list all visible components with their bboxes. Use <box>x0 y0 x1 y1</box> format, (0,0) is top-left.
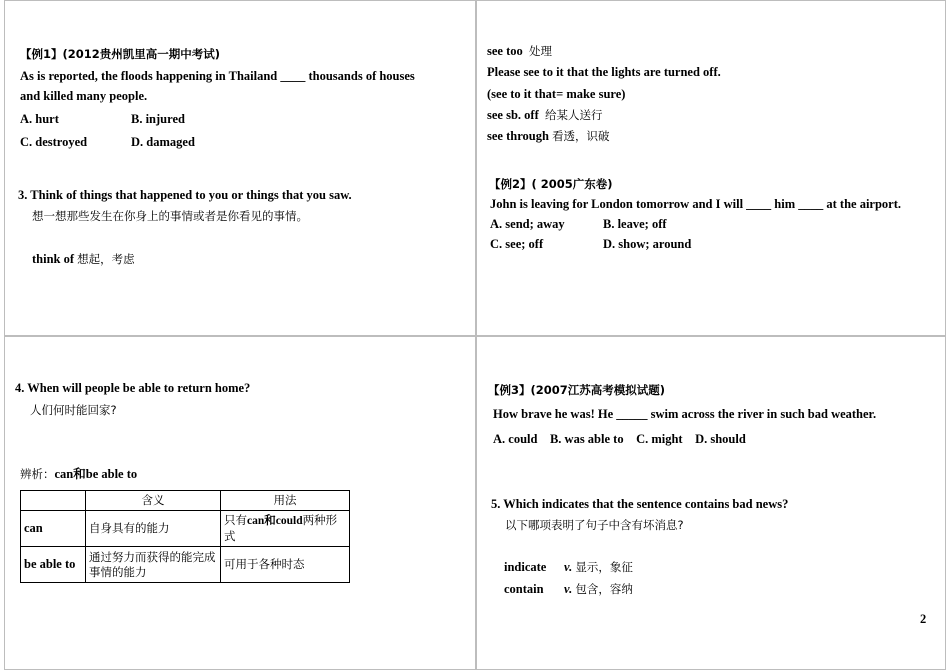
sentence3-english: 3. Think of things that happened to you or things that you saw. <box>18 188 352 202</box>
example2-stem: John is leaving for London tomorrow and I will ____ him ____ at the airport. <box>490 197 902 211</box>
think-of-cn: 想起，考虑 <box>77 252 135 266</box>
analysis-label: 辨析： <box>20 467 55 481</box>
table-row-be-able-to <box>21 547 350 583</box>
sentence4-chinese: 人们何时能回家? <box>30 403 117 417</box>
example2-option-d: D. show; around <box>603 237 692 251</box>
table-header-row <box>21 491 350 511</box>
think-of-en: think of <box>32 252 75 266</box>
think-of-phrase <box>32 251 135 267</box>
word-contain <box>504 581 633 597</box>
example1-option-b: B. injured <box>131 112 185 126</box>
see-off-line <box>487 107 602 123</box>
example2-source: ( 2005广东卷) <box>531 177 613 191</box>
sentence5-chinese: 以下哪项表明了句子中含有坏消息? <box>505 518 684 532</box>
example3-stem: How brave he was! He _____ swim across the river in such bad weather. <box>493 407 877 421</box>
table-cell-be-able-to-usage: 可用于各种时态 <box>221 547 350 583</box>
analysis-topic: can和be able to <box>54 467 138 481</box>
see-to-note: (see to it that= make sure) <box>487 87 626 101</box>
see-through-line <box>487 128 610 144</box>
example2-heading <box>489 176 613 192</box>
analysis-line <box>20 466 137 482</box>
contain-word: contain <box>504 582 544 596</box>
see-off-cn: 给某人送行 <box>544 108 603 122</box>
example1-option-c: C. destroyed <box>20 135 88 149</box>
example2-option-c: C. see; off <box>490 237 544 251</box>
example2-option-a: A. send; away <box>490 217 565 231</box>
example1-heading <box>20 46 220 62</box>
see-to-example: Please see to it that the lights are turned off. <box>487 65 721 79</box>
example3-heading <box>488 382 665 398</box>
can-vs-be-able-to-table <box>20 490 350 583</box>
indicate-cn: 显示，象征 <box>575 560 633 574</box>
example2-tag: 【例2】 <box>489 177 532 191</box>
contain-cn: 包含，容纳 <box>575 582 633 596</box>
table-header-usage: 用法 <box>221 491 350 511</box>
table-header-meaning: 含义 <box>86 491 221 511</box>
table-cell-be-able-to-meaning: 通过努力而获得的能完成事情的能力 <box>86 547 221 583</box>
table-row-can <box>21 511 350 547</box>
example1-stem-line2: and killed many people. <box>20 89 148 103</box>
see-to-line <box>487 43 552 59</box>
example1-stem-line1: As is reported, the floods happening in Thailand ____ thousands of houses <box>20 69 415 83</box>
example2-option-b: B. leave; off <box>603 217 667 231</box>
see-to-cn: 处理 <box>529 44 552 58</box>
sentence3-chinese: 想一想那些发生在你身上的事情或者是你看见的事情。 <box>32 209 308 223</box>
word-indicate <box>504 559 633 575</box>
indicate-word: indicate <box>504 560 547 574</box>
see-to-en: see too <box>487 44 523 58</box>
example1-option-a: A. hurt <box>20 112 59 126</box>
indicate-pos: v. <box>564 560 573 574</box>
page-number: 2 <box>920 612 927 626</box>
example3-source: (2007江苏高考模拟试题) <box>530 383 666 397</box>
can-usage-c: 两种形式 <box>224 513 338 543</box>
can-usage-b: can和could <box>247 515 303 527</box>
see-off-en: see sb. off <box>487 108 539 122</box>
example1-option-d: D. damaged <box>131 135 195 149</box>
table-cell-can-usage <box>221 511 350 547</box>
contain-pos: v. <box>564 582 573 596</box>
can-usage-a: 只有 <box>224 513 247 527</box>
see-through-en: see through <box>487 129 549 143</box>
example1-tag: 【例1】 <box>20 47 63 61</box>
table-header-empty <box>21 491 86 511</box>
example3-options: A. could B. was able to C. might D. should <box>493 432 746 446</box>
sentence5-english: 5. Which indicates that the sentence contains bad news? <box>491 497 789 511</box>
table-cell-can: can <box>21 511 86 547</box>
example1-source: (2012贵州凯里高一期中考试) <box>62 47 221 61</box>
see-through-cn: 看透，识破 <box>552 129 610 143</box>
example3-tag: 【例3】 <box>488 383 531 397</box>
sentence4-english: 4. When will people be able to return home? <box>15 381 251 395</box>
table-cell-be-able-to: be able to <box>21 547 86 583</box>
table-cell-can-meaning: 自身具有的能力 <box>86 511 221 547</box>
